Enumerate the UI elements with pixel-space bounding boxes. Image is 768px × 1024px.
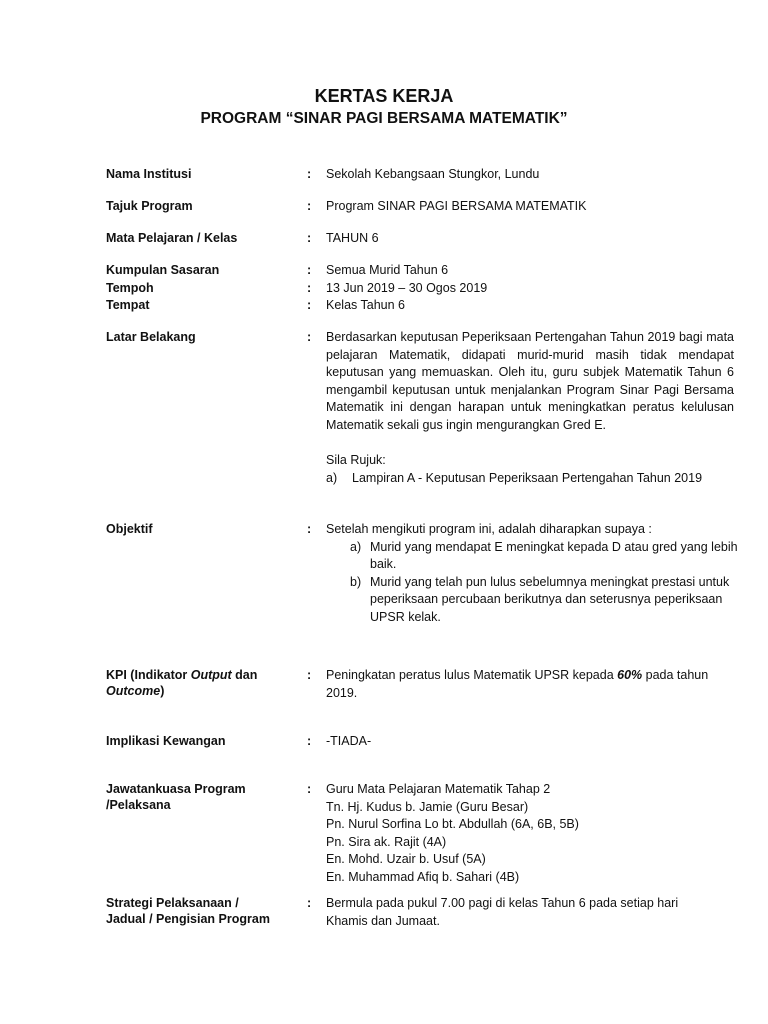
latar-paragraph: Berdasarkan keputusan Peperiksaan Pertengahan Tahun 2019 bagi mata pelajaran Matematik, didapati murid-murid masih tidak mendapat keputusan yang memuaskan. Oleh itu, guru subjek Matematik Tahun 6 mengambil keputusan untuk menjalankan Program Sinar Pagi Bersama Matematik ini dengan harapan untuk meningkatkan peratus kelulusan Matematik sekali gus ingin mengurangkan Gred E.	[326, 330, 734, 432]
objektif-text: Murid yang mendapat E meningkat kepada D atau gred yang lebih baik.	[370, 539, 738, 571]
colon: :	[307, 199, 312, 213]
rujuk-text: Lampiran A - Keputusan Peperiksaan Pertengahan Tahun 2019	[352, 470, 703, 485]
value-kpi: Peningkatan peratus lulus Matematik UPSR kepada 60% pada tahun 2019.	[326, 668, 709, 700]
value-nama-institusi: Sekolah Kebangsaan Stungkor, Lundu	[326, 167, 540, 181]
label-nama-institusi: Nama Institusi	[106, 167, 192, 181]
label-objektif: Objektif	[106, 522, 153, 536]
label-strategi: Strategi Pelaksanaan / Jadual / Pengisian Program	[106, 896, 270, 926]
value-jawatankuasa	[326, 781, 734, 886]
value-tempat: Kelas Tahun 6	[326, 298, 405, 312]
value-mata-pelajaran: TAHUN 6	[326, 231, 379, 245]
label-kumpulan-sasaran: Kumpulan Sasaran	[106, 263, 220, 277]
label-mata-pelajaran: Mata Pelajaran / Kelas	[106, 231, 238, 245]
colon: :	[307, 263, 312, 277]
label-implikasi-kewangan: Implikasi Kewangan	[106, 734, 226, 748]
colon: :	[307, 896, 312, 910]
value-implikasi-kewangan: -TIADA-	[326, 734, 372, 748]
label-latar-belakang: Latar Belakang	[106, 330, 196, 344]
label-jawatankuasa: Jawatankuasa Program /Pelaksana	[106, 782, 246, 812]
value-strategi: Bermula pada pukul 7.00 pagi di kelas Tahun 6 pada setiap hari Khamis dan Jumaat.	[326, 896, 679, 928]
label-tajuk-program: Tajuk Program	[106, 199, 193, 213]
objektif-marker: a)	[350, 539, 362, 554]
value-tempoh: 13 Jun 2019 – 30 Ogos 2019	[326, 281, 488, 295]
objektif-item	[350, 574, 742, 627]
committee-line: En. Muhammad Afiq b. Sahari (4B)	[326, 869, 520, 884]
committee-line: Guru Mata Pelajaran Matematik Tahap 2	[326, 782, 551, 796]
rujuk-item	[326, 470, 734, 488]
document-title: KERTAS KERJA	[314, 86, 454, 106]
colon: :	[307, 782, 312, 796]
rujuk-marker: a)	[326, 470, 338, 485]
label-kpi: KPI (Indikator Output dan Outcome)	[106, 668, 258, 698]
colon: :	[307, 231, 312, 245]
objektif-item	[350, 539, 742, 574]
committee-line: Tn. Hj. Kudus b. Jamie (Guru Besar)	[326, 799, 529, 814]
colon: :	[307, 522, 312, 536]
colon: :	[307, 668, 312, 682]
colon: :	[307, 281, 312, 295]
committee-line: En. Mohd. Uzair b. Usuf (5A)	[326, 852, 486, 866]
value-latar-belakang	[326, 329, 734, 487]
colon: :	[307, 330, 312, 344]
objektif-intro: Setelah mengikuti program ini, adalah diharapkan supaya :	[326, 522, 652, 536]
committee-line: Pn. Nurul Sorfina Lo bt. Abdullah (6A, 6B, 5B)	[326, 817, 579, 831]
colon: :	[307, 298, 312, 312]
value-tajuk-program: Program SINAR PAGI BERSAMA MATEMATIK	[326, 199, 587, 213]
document-subtitle: PROGRAM “SINAR PAGI BERSAMA MATEMATIK”	[200, 110, 568, 127]
committee-line: Pn. Sira ak. Rajit (4A)	[326, 834, 447, 849]
objektif-text: Murid yang telah pun lulus sebelumnya meningkat prestasi untuk peperiksaan percubaan berikutnya dan seterusnya peperiksaan UPSR kelak.	[370, 574, 730, 624]
value-kumpulan-sasaran: Semua Murid Tahun 6	[326, 263, 449, 277]
colon: :	[307, 734, 312, 748]
value-objektif	[326, 521, 738, 626]
objektif-marker: b)	[350, 574, 362, 589]
label-tempat: Tempat	[106, 298, 150, 312]
colon: :	[307, 167, 312, 181]
rujuk-heading: Sila Rujuk:	[326, 453, 386, 467]
label-tempoh: Tempoh	[106, 281, 154, 295]
